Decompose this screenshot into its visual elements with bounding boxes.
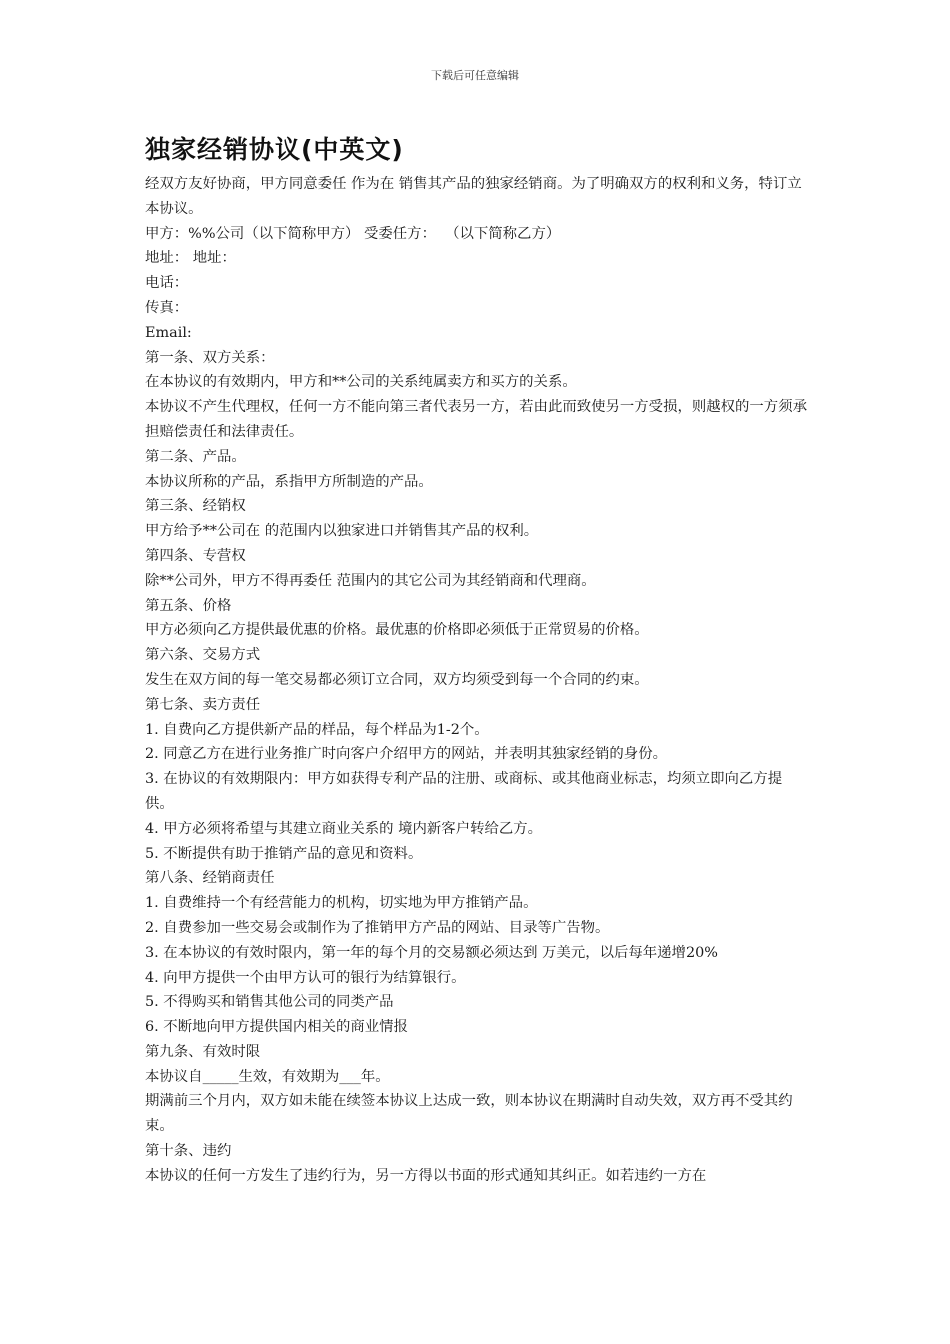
document-body [145,132,809,1189]
article-8-heading: 第八条、经销商责任 [145,870,275,887]
article-10-heading: 第十条、违约 [145,1143,232,1160]
address-line: 地址： 地址： [145,250,236,267]
article-7-item-2: 2. 同意乙方在进行业务推广时向客户介绍甲方的网站，并表明其独家经销的身份。 [145,746,667,763]
email-line: Email: [145,324,192,341]
article-1-text-2: 本协议不产生代理权，任何一方不能向第三者代表另一方，若由此而致使另一方受损，则越权的一方须承担赔偿责任和法律责任。 [145,399,807,440]
article-9-text-2: 期满前三个月内，双方如未能在续签本协议上达成一致，则本协议在期满时自动失效，双方再不受其约束。 [145,1093,793,1135]
phone-line: 电话： [145,275,189,292]
article-7-item-1: 1. 自费向乙方提供新产品的样品，每个样品为1-2个。 [145,721,489,738]
page-header-note: 下载后可任意编辑 [431,69,519,82]
article-6-text: 发生在双方间的每一笔交易都必须订立合同，双方均须受到每一个合同的约束。 [145,671,649,688]
article-8-item-3: 3. 在本协议的有效时限内，第一年的每个月的交易额必须达到 万美元，以后每年递增20% [145,944,718,961]
article-8-item-2: 2. 自费参加一些交易会或制作为了推销甲方产品的网站、目录等广告物。 [145,919,610,936]
fax-line: 传真： [145,299,189,316]
article-8-item-6: 6. 不断地向甲方提供国内相关的商业情报 [145,1019,408,1036]
article-5-heading: 第五条、价格 [145,597,232,614]
article-1-heading: 第一条、双方关系： [145,349,275,366]
article-3-heading: 第三条、经销权 [145,498,246,515]
article-9-text-1: 本协议自_____生效，有效期为___年。 [145,1068,390,1085]
article-9-heading: 第九条、有效时限 [145,1043,261,1060]
article-1-text-1: 在本协议的有效期内，甲方和**公司的关系纯属卖方和买方的关系。 [145,374,577,391]
parties-line: 甲方：%%公司（以下简称甲方） 受委任方： （以下简称乙方） [145,225,561,242]
article-4-text: 除**公司外，甲方不得再委任 范围内的其它公司为其经销商和代理商。 [145,572,596,589]
document-title: 独家经销协议(中英文) [145,135,404,164]
article-6-heading: 第六条、交易方式 [145,647,261,664]
article-4-heading: 第四条、专营权 [145,547,246,564]
article-10-text: 本协议的任何一方发生了违约行为，另一方得以书面的形式通知其纠正。如若违约一方在 [145,1167,707,1184]
article-8-item-5: 5. 不得购买和销售其他公司的同类产品 [145,994,394,1011]
article-7-item-3: 3. 在协议的有效期限内：甲方如获得专利产品的注册、或商标、或其他商业标志，均须立即向乙方提供。 [145,771,783,812]
article-3-text: 甲方给予**公司在 的范围内以独家进口并销售其产品的权利。 [145,523,539,540]
intro-paragraph: 经双方友好协商，甲方同意委任 作为在 销售其产品的独家经销商。为了明确双方的权利和义务，特订立本协议。 [145,176,802,217]
article-8-item-4: 4. 向甲方提供一个由甲方认可的银行为结算银行。 [145,969,466,986]
article-7-item-4: 4. 甲方必须将希望与其建立商业关系的 境内新客户转给乙方。 [145,820,543,837]
article-5-text: 甲方必须向乙方提供最优惠的价格。最优惠的价格即必须低于正常贸易的价格。 [145,622,649,639]
article-7-heading: 第七条、卖方责任 [145,696,261,713]
article-8-item-1: 1. 自费维持一个有经营能力的机构，切实地为甲方推销产品。 [145,895,538,912]
article-7-item-5: 5. 不断提供有助于推销产品的意见和资料。 [145,845,423,862]
article-2-text: 本协议所称的产品，系指甲方所制造的产品。 [145,473,433,490]
article-2-heading: 第二条、产品。 [145,448,246,465]
